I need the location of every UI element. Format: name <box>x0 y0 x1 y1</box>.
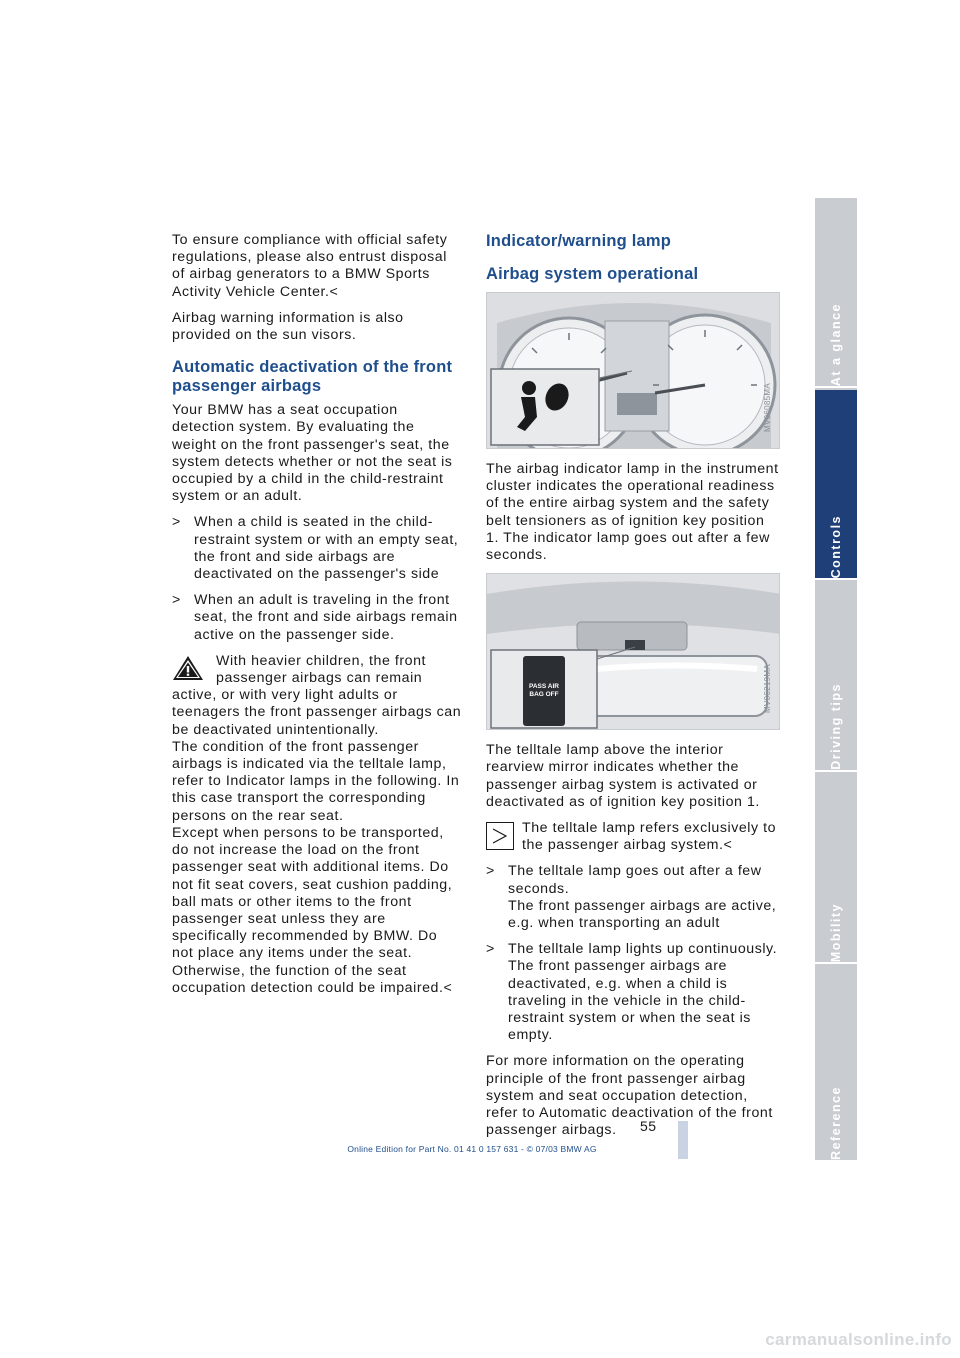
bullet-arrow: > <box>172 514 181 531</box>
list-item <box>172 514 462 583</box>
section-heading-indicator: Indicator/warning lamp <box>486 232 672 250</box>
warning-text-3: Except when persons to be transported, do not increase the load on the front passenger seat with additional items. Do not fit seat covers, seat cushion padding, ball mats or other items to the front passenger seat unless they are specifically recommended by BMW. Do not place any items under the seat. Otherwise, the function of the seat occupation detection could be impaired.< <box>172 824 453 996</box>
bullet-arrow: > <box>486 941 495 958</box>
pass-airbag-off-label: PASS AIR BAG OFF <box>529 683 559 698</box>
instrument-cluster-figure <box>486 292 780 449</box>
page-number: 55 <box>640 1118 657 1134</box>
figure-code: MV06085MA <box>762 383 772 432</box>
figure-code: MV06219MA <box>762 664 772 714</box>
bullet-text: The telltale lamp goes out after a few seconds. <box>508 863 762 897</box>
note-text: The telltale lamp refers exclusively to the passenger airbag system.< <box>522 820 777 854</box>
instrument-cluster-illustration <box>487 293 780 449</box>
note-arrow-icon <box>486 822 514 850</box>
section-heading-auto-deactivation: Automatic deactivation of the front passenger airbags <box>172 358 453 396</box>
telltale-paragraph: The telltale lamp above the interior rearview mirror indicates whether the passenger airbag system is activated or deactivated as of ignition key position 1. <box>486 742 760 810</box>
list-item <box>172 592 462 644</box>
intro-paragraph-2: Airbag warning information is also provided on the sun visors. <box>172 309 404 344</box>
left-column <box>172 232 462 1006</box>
tab-reference[interactable]: Reference <box>829 1086 843 1160</box>
info-note <box>486 820 780 854</box>
seat-detection-paragraph: Your BMW has a seat occupation detection system. By evaluating the weight on the front passenger's seat, the system detects whether or not the seat is occupied by a child in the child-restraint system or an adult. <box>172 402 453 505</box>
warning-note <box>172 653 462 997</box>
tab-mobility[interactable]: Mobility <box>815 774 857 964</box>
watermark: carmanualsonline.info <box>765 1330 952 1349</box>
warning-triangle-icon <box>172 655 204 681</box>
list-item <box>486 863 780 932</box>
bullet-text-2: The front passenger airbags are active, e.g. when transporting an adult <box>508 897 777 932</box>
tab-at-a-glance[interactable]: At a glance <box>815 198 857 388</box>
list-item <box>486 941 780 1044</box>
rearview-mirror-illustration <box>487 574 780 730</box>
bullet-arrow: > <box>486 863 495 880</box>
section-sidebar <box>815 198 857 1160</box>
intro-paragraph-1: To ensure compliance with official safety regulations, please also entrust disposal of airbag generators to a BMW Sports Activity Vehicle Center.< <box>172 232 448 300</box>
footer: Online Edition for Part No. 01 41 0 157 631 - © 07/03 BMW AG <box>347 1144 597 1154</box>
bullet-text-2: The front passenger airbags are deactivated, e.g. when a child is traveling in the vehicle in the child-restraint system or when the seat is empty. <box>508 958 751 1044</box>
warning-text-1: With heavier children, the front passenger airbags can remain active, or with very light adults or teenagers the front passenger airbags can be deactivated unintentionally. <box>172 652 462 738</box>
right-column <box>486 232 780 1148</box>
tab-controls[interactable]: Controls <box>815 390 857 580</box>
rearview-mirror-figure <box>486 573 780 730</box>
bullet-arrow: > <box>172 592 181 609</box>
indicator-paragraph: The airbag indicator lamp in the instrument cluster indicates the operational readiness of the entire airbag system and the safety belt tensioners as of ignition key position 1. The indicator lamp goes out after a few seconds. <box>486 461 779 564</box>
bullet-text: The telltale lamp lights up continuously. <box>508 941 778 958</box>
more-info-paragraph: For more information on the operating principle of the front passenger airbag system and seat occupation detection, refer to Automatic deactivation of the front passenger airbags. <box>486 1053 773 1139</box>
bullet-text: When a child is seated in the child-restraint system or with an empty seat, the front and side airbags are deactivated on the passenger's side <box>194 514 459 583</box>
warning-text-2: The condition of the front passenger airbags is indicated via the telltale lamp, refer to Indicator lamps in the following. In this case transport the corresponding persons on the rear seat. <box>172 738 460 824</box>
subheading-airbag-operational: Airbag system operational <box>486 265 699 283</box>
bullet-text: When an adult is traveling in the front seat, the front and side airbags remain active on the passenger side. <box>194 592 458 643</box>
tab-driving-tips[interactable]: Driving tips <box>815 582 857 772</box>
